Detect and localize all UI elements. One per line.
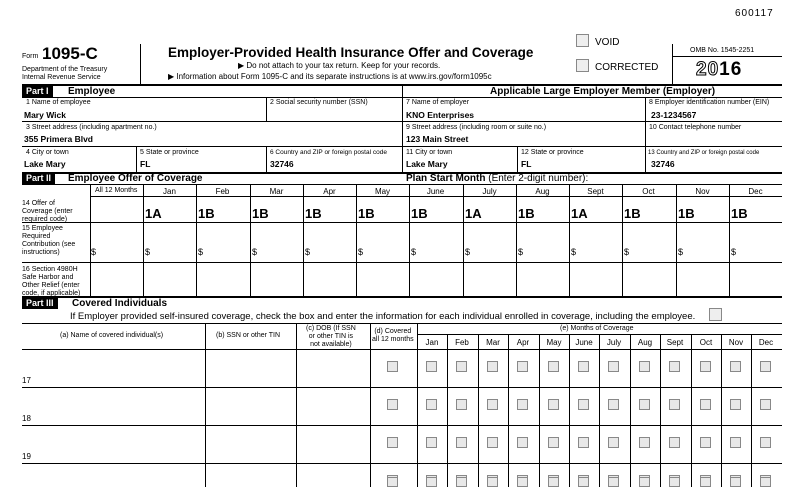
coverage-month-header: Mar (486, 338, 500, 347)
coverage-month-checkbox[interactable] (487, 399, 498, 410)
month-header: Dec (748, 187, 763, 196)
line-16-label: 16 Section 4980H Safe Harbor and Other Relief (enter code, if applicable) (22, 266, 81, 297)
employer-section-title: Applicable Large Employer Member (Employer) (490, 86, 716, 97)
offer-code-cell[interactable]: 1B (624, 206, 641, 221)
coverage-month-checkbox[interactable] (426, 399, 437, 410)
col-c-header: (c) DOB (If SSN or other TIN is not available) (306, 325, 356, 348)
coverage-month-checkbox[interactable] (700, 437, 711, 448)
month-header: July (482, 187, 497, 196)
contribution-cell[interactable]: $ (252, 247, 258, 257)
month-header: Jan (163, 187, 176, 196)
coverage-month-checkbox[interactable] (700, 477, 711, 487)
contribution-cell[interactable]: $ (358, 247, 364, 257)
offer-code-cell[interactable]: 1A (571, 206, 588, 221)
coverage-month-checkbox[interactable] (548, 437, 559, 448)
field-10-label: 10 Contact telephone number (649, 124, 742, 131)
field-13-label: 13 Country and ZIP or foreign postal code (648, 150, 760, 156)
contribution-cell[interactable]: $ (305, 247, 311, 257)
coverage-month-checkbox[interactable] (517, 477, 528, 487)
coverage-month-checkbox[interactable] (608, 437, 619, 448)
self-insured-instruction: If Employer provided self-insured coverage, check the box and enter the information for each individual enrolled in coverage, including the employee. (70, 311, 696, 322)
coverage-month-checkbox[interactable] (517, 437, 528, 448)
form-title: Employer-Provided Health Insurance Offer and Coverage (168, 45, 534, 60)
part-2-title: Employee Offer of Coverage (68, 173, 203, 184)
covered-all-12-checkbox[interactable] (387, 477, 398, 487)
month-header: June (426, 187, 445, 196)
field-4-label: 4 City or town (26, 149, 69, 156)
field-11-label: 11 City or town (406, 149, 453, 156)
month-header: Apr (323, 187, 336, 196)
month-header: May (374, 187, 391, 196)
coverage-month-checkbox[interactable] (517, 399, 528, 410)
contribution-cell[interactable]: $ (731, 247, 737, 257)
covered-all-12-checkbox[interactable] (387, 361, 398, 372)
coverage-month-checkbox[interactable] (456, 399, 467, 410)
coverage-month-checkbox[interactable] (669, 477, 680, 487)
coverage-month-header: Nov (728, 338, 744, 347)
form-subtitle-1: ▶ Do not attach to your tax return. Keep for your records. (238, 61, 441, 70)
coverage-month-checkbox[interactable] (578, 437, 589, 448)
coverage-month-header: May (546, 338, 562, 347)
coverage-month-header: Oct (699, 338, 713, 347)
coverage-month-checkbox[interactable] (730, 477, 741, 487)
coverage-month-header: Apr (516, 338, 530, 347)
coverage-month-checkbox[interactable] (426, 361, 437, 372)
part-1-tag: Part I (22, 86, 53, 97)
contribution-cell-all12[interactable]: $ (91, 247, 97, 257)
month-header: Sept (587, 187, 604, 196)
coverage-month-checkbox[interactable] (456, 477, 467, 487)
coverage-month-checkbox[interactable] (669, 361, 680, 372)
all-12-months-header: All 12 Months (95, 187, 138, 194)
contribution-cell[interactable]: $ (678, 247, 684, 257)
offer-code-cell[interactable]: 1A (465, 206, 482, 221)
part-2-tag: Part II (22, 173, 55, 184)
self-insured-checkbox[interactable] (709, 308, 722, 321)
plan-start-label: Plan Start Month (406, 173, 486, 184)
document-id: 600117 (735, 8, 774, 19)
coverage-month-checkbox[interactable] (730, 399, 741, 410)
offer-code-cell[interactable]: 1B (252, 206, 269, 221)
coverage-month-checkbox[interactable] (700, 399, 711, 410)
field-1-employee-name[interactable]: Mary Wick (24, 110, 66, 120)
coverage-month-checkbox[interactable] (730, 437, 741, 448)
form-prefix: Form (22, 53, 39, 60)
part-3-tag: Part III (22, 298, 58, 309)
covered-individual-row-number: 17 (22, 376, 31, 385)
col-d-header: (d) Covered all 12 months (372, 328, 414, 343)
field-5-employee-state[interactable]: FL (140, 159, 151, 169)
omb-number: OMB No. 1545-2251 (690, 47, 755, 54)
coverage-month-checkbox[interactable] (669, 399, 680, 410)
offer-code-cell[interactable]: 1A (145, 206, 162, 221)
covered-all-12-checkbox[interactable] (387, 399, 398, 410)
field-4-employee-city[interactable]: Lake Mary (24, 159, 66, 169)
covered-individual-row-number: 19 (22, 452, 31, 461)
coverage-month-checkbox[interactable] (608, 361, 619, 372)
void-checkbox[interactable] (576, 34, 589, 47)
coverage-month-header: Jan (425, 338, 439, 347)
field-9-employer-street[interactable]: 123 Main Street (406, 134, 469, 144)
tax-year (696, 59, 742, 81)
col-a-header: (a) Name of covered individual(s) (60, 332, 164, 339)
coverage-month-checkbox[interactable] (760, 399, 771, 410)
contribution-cell[interactable]: $ (198, 247, 204, 257)
coverage-month-checkbox[interactable] (700, 361, 711, 372)
form-subtitle-2: ▶ Information about Form 1095-C and its separate instructions is at www.irs.gov/form1095c (168, 72, 492, 81)
field-13-employer-zip[interactable]: 32746 (651, 159, 675, 169)
field-6-label: 6 Country and ZIP or foreign postal code (270, 149, 387, 156)
contribution-cell[interactable]: $ (411, 247, 417, 257)
contribution-cell[interactable]: $ (571, 247, 577, 257)
field-12-label: 12 State or province (521, 149, 584, 156)
coverage-month-checkbox[interactable] (608, 477, 619, 487)
field-11-employer-city[interactable]: Lake Mary (406, 159, 448, 169)
contribution-cell[interactable]: $ (518, 247, 524, 257)
month-header: Nov (695, 187, 710, 196)
plan-start-month (406, 173, 588, 184)
coverage-month-header: Aug (637, 338, 653, 347)
coverage-month-checkbox[interactable] (456, 437, 467, 448)
offer-code-cell[interactable]: 1B (678, 206, 695, 221)
offer-code-cell[interactable]: 1B (358, 206, 375, 221)
coverage-month-checkbox[interactable] (548, 361, 559, 372)
coverage-month-header: Dec (758, 338, 774, 347)
field-3-employee-street[interactable]: 355 Primera Blvd (24, 134, 93, 144)
covered-all-12-checkbox[interactable] (387, 437, 398, 448)
part-1-title: Employee (68, 86, 116, 97)
field-6-employee-zip[interactable]: 32746 (270, 159, 294, 169)
coverage-month-header: Feb (455, 338, 469, 347)
coverage-month-checkbox[interactable] (730, 361, 741, 372)
offer-code-cell[interactable]: 1B (198, 206, 215, 221)
month-header: Aug (535, 187, 550, 196)
coverage-month-checkbox[interactable] (639, 361, 650, 372)
coverage-month-checkbox[interactable] (760, 361, 771, 372)
coverage-month-checkbox[interactable] (578, 477, 589, 487)
part-3-title: Covered Individuals (72, 298, 168, 309)
field-12-employer-state[interactable]: FL (521, 159, 532, 169)
plan-start-hint: (Enter 2-digit number): (488, 173, 589, 184)
coverage-month-checkbox[interactable] (608, 399, 619, 410)
coverage-month-checkbox[interactable] (639, 437, 650, 448)
corrected-checkbox[interactable] (576, 59, 589, 72)
coverage-month-checkbox[interactable] (487, 477, 498, 487)
col-e-header: (e) Months of Coverage (560, 325, 634, 332)
month-header: Mar (269, 187, 284, 196)
coverage-month-checkbox[interactable] (578, 399, 589, 410)
offer-code-cell[interactable]: 1B (518, 206, 535, 221)
dept-treasury: Department of the Treasury (22, 66, 108, 73)
corrected-label: CORRECTED (595, 62, 659, 73)
coverage-month-checkbox[interactable] (548, 477, 559, 487)
coverage-month-checkbox[interactable] (578, 361, 589, 372)
coverage-month-checkbox[interactable] (639, 399, 650, 410)
form-number: 1095-C (42, 44, 98, 63)
line-15-label: 15 Employee Required Contribution (see instructions) (22, 225, 76, 256)
col-b-header: (b) SSN or other TIN (216, 332, 281, 339)
coverage-month-header: June (575, 338, 593, 347)
coverage-month-checkbox[interactable] (639, 477, 650, 487)
contribution-cell[interactable]: $ (465, 247, 471, 257)
month-header: Oct (642, 187, 655, 196)
coverage-month-header: July (606, 338, 622, 347)
contribution-cell[interactable]: $ (624, 247, 630, 257)
field-7-label: 7 Name of employer (406, 99, 470, 106)
coverage-month-checkbox[interactable] (760, 437, 771, 448)
field-2-label: 2 Social security number (SSN) (270, 99, 368, 106)
coverage-month-checkbox[interactable] (487, 361, 498, 372)
field-7-employer-name[interactable]: KNO Enterprises (406, 110, 475, 120)
field-9-label: 9 Street address (including room or suite no.) (406, 124, 547, 131)
field-1-label: 1 Name of employee (26, 99, 91, 106)
line-14-label: 14 Offer of Coverage (enter required code) (22, 200, 73, 223)
field-8-ein[interactable]: 23-1234567 (651, 110, 697, 120)
covered-individual-row-number: 18 (22, 414, 31, 423)
coverage-month-checkbox[interactable] (760, 477, 771, 487)
coverage-month-checkbox[interactable] (426, 437, 437, 448)
coverage-month-checkbox[interactable] (487, 437, 498, 448)
offer-code-cell[interactable]: 1B (731, 206, 748, 221)
coverage-month-checkbox[interactable] (517, 361, 528, 372)
month-header: Feb (215, 187, 230, 196)
coverage-month-checkbox[interactable] (669, 437, 680, 448)
tax-year-bold: 16 (719, 59, 743, 80)
void-label: VOID (595, 37, 620, 48)
coverage-month-checkbox[interactable] (456, 361, 467, 372)
coverage-month-header: Sept (666, 338, 684, 347)
field-8-label: 8 Employer identification number (EIN) (649, 99, 770, 106)
tax-year-outline: 20 (696, 59, 720, 80)
offer-code-cell[interactable]: 1B (411, 206, 428, 221)
field-5-label: 5 State or province (140, 149, 199, 156)
dept-irs: Internal Revenue Service (22, 74, 101, 81)
field-3-label: 3 Street address (including apartment no.) (26, 124, 157, 131)
coverage-month-checkbox[interactable] (426, 477, 437, 487)
offer-code-cell[interactable]: 1B (305, 206, 322, 221)
coverage-month-checkbox[interactable] (548, 399, 559, 410)
contribution-cell[interactable]: $ (145, 247, 151, 257)
